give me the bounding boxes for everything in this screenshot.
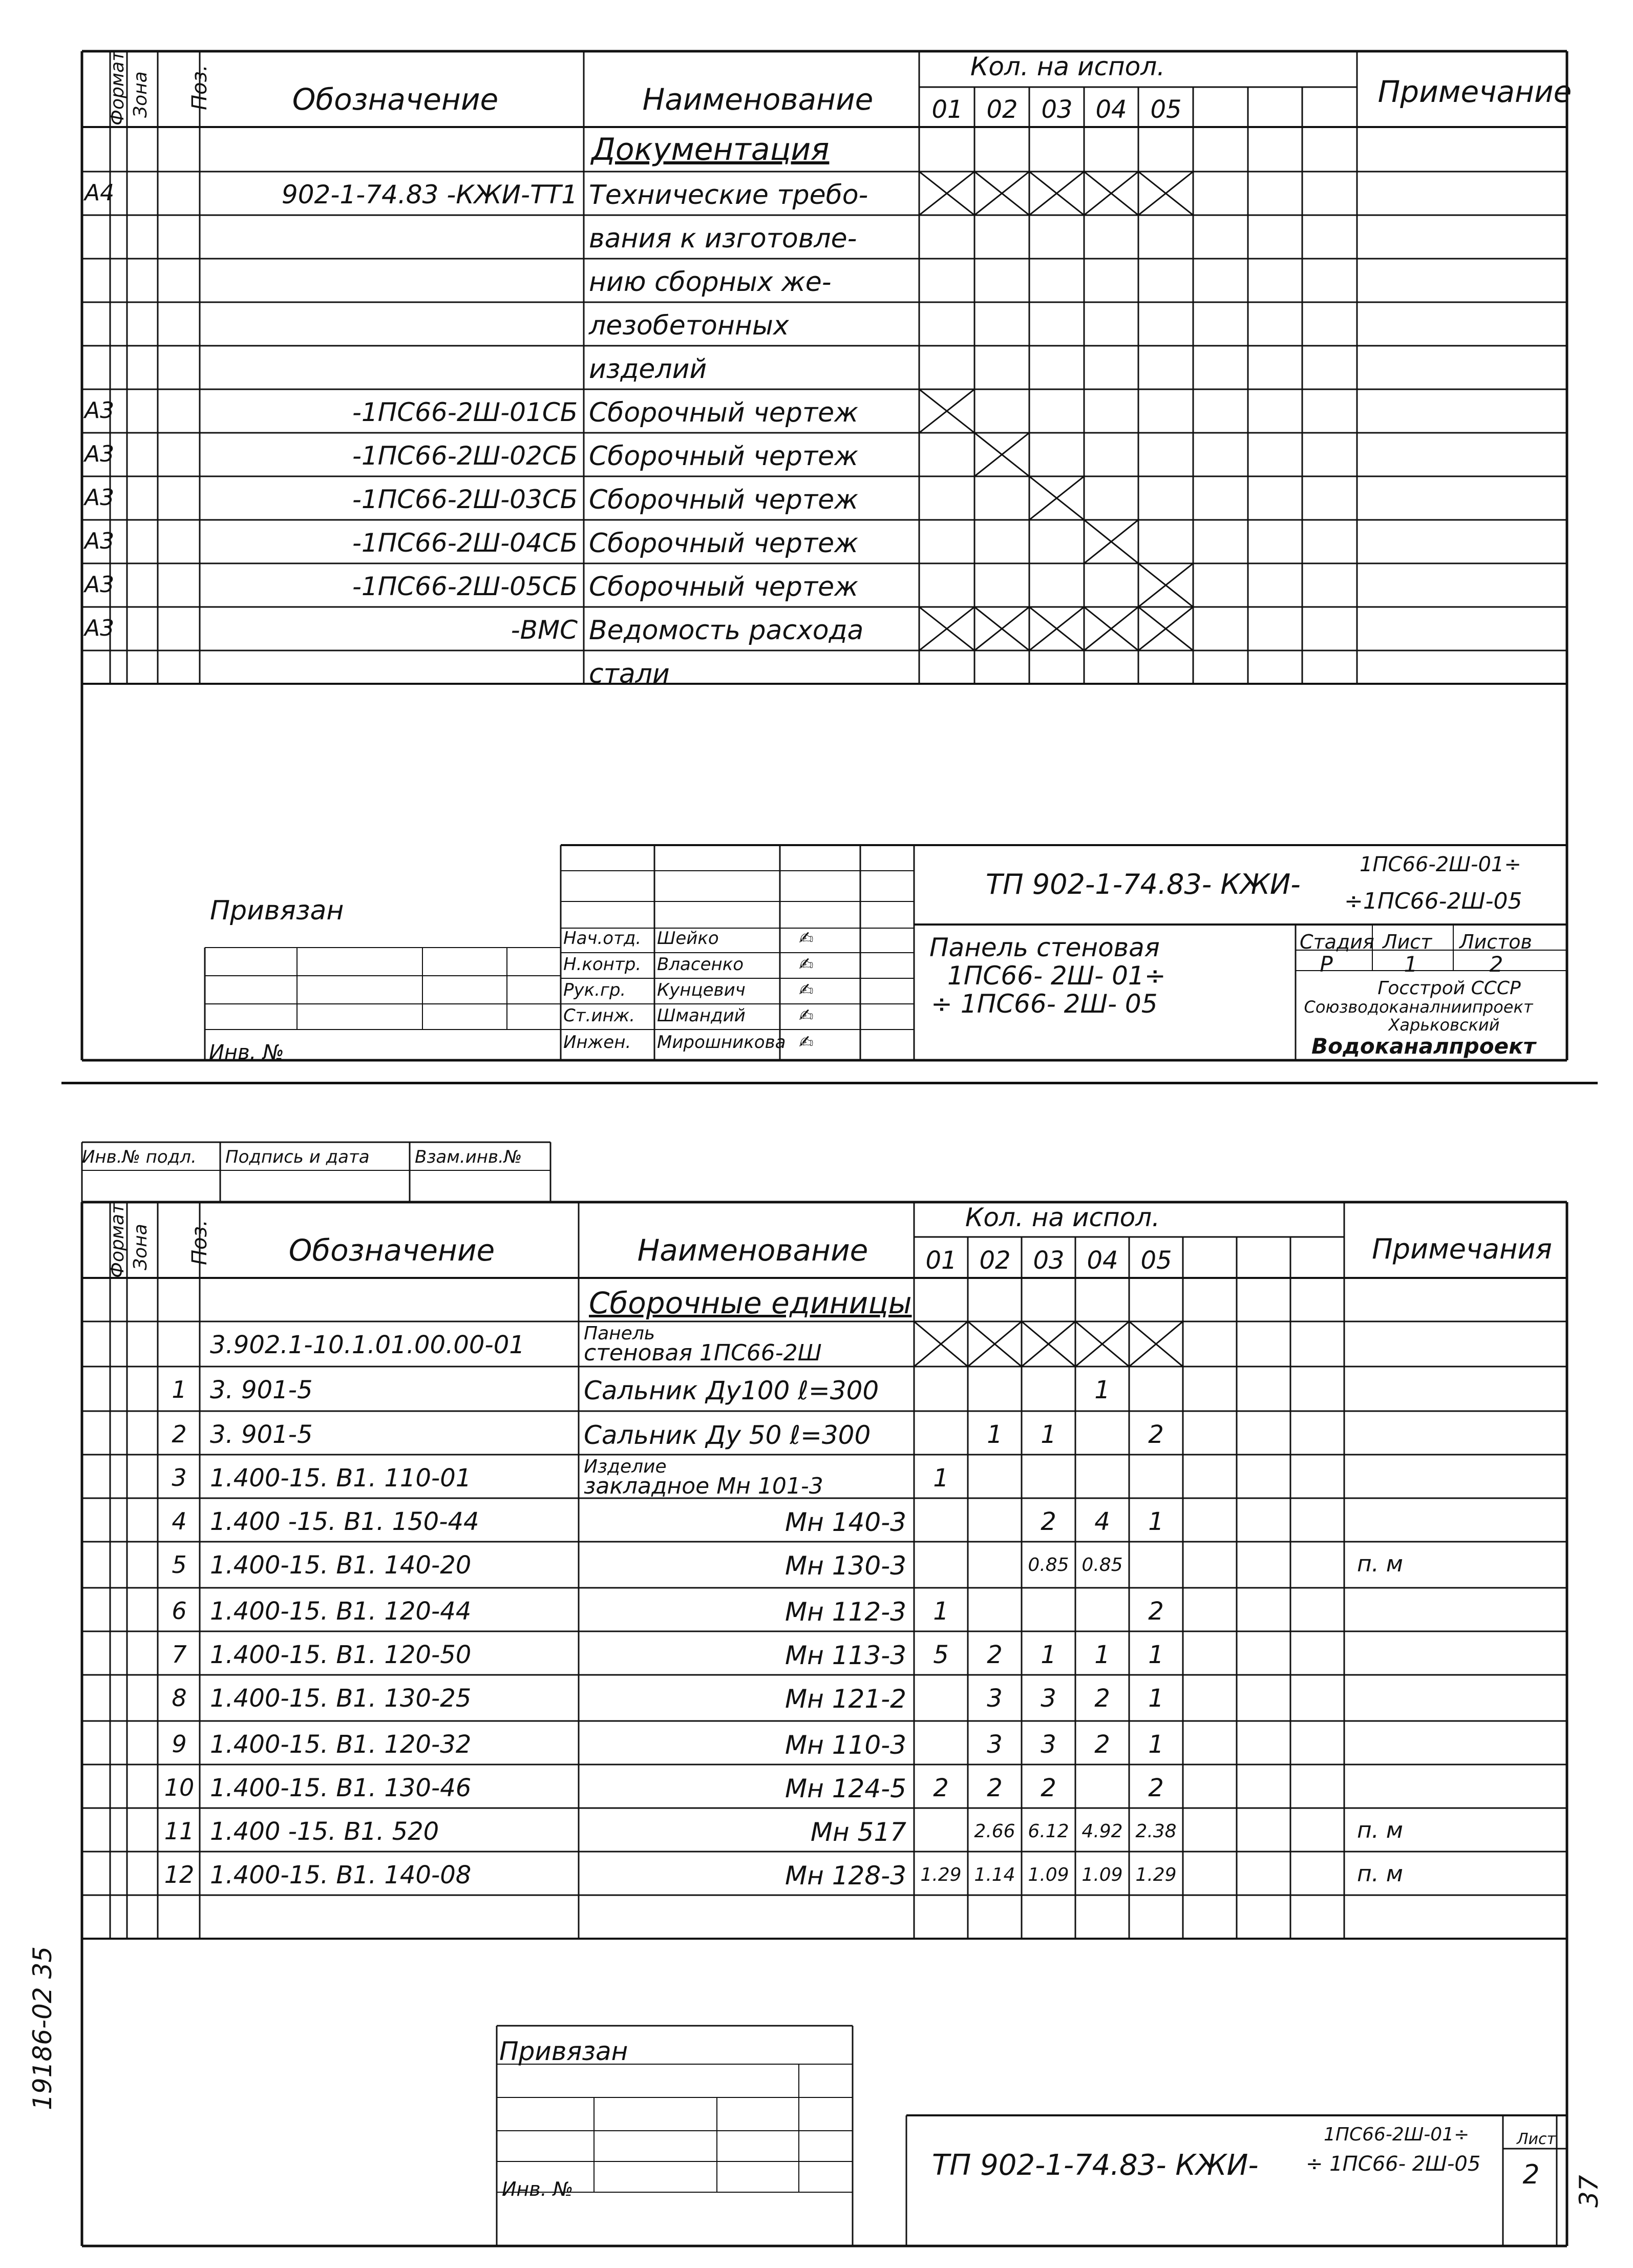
signer-name: Мирошникова (657, 1032, 786, 1053)
row-note: п. м (1357, 1817, 1403, 1843)
qty-cell: 4 (1094, 1507, 1110, 1536)
row-position: 7 (172, 1641, 187, 1668)
qty-cell: 1.29 (920, 1864, 962, 1885)
inv-no-label-2: Инв. № (502, 2178, 574, 2200)
col-pos-header-2: Поз. (188, 1220, 211, 1265)
org-line-3: Харьковский (1388, 1015, 1500, 1035)
qty-cell: 1 (933, 1464, 949, 1493)
qty-col-02: 02 (986, 95, 1018, 124)
row-designation: 1.400-15. В1. 130-46 (210, 1774, 472, 1802)
privyazan-label-2: Привязан (499, 2036, 628, 2066)
qty-group-header-2: Кол. на испол. (965, 1203, 1160, 1232)
row-name: Сборочный чертеж (589, 485, 858, 515)
section-title: Документация (591, 132, 830, 167)
qty-cell: 1.14 (974, 1864, 1015, 1885)
signer-signature: ✍ (799, 928, 814, 949)
qty2-col-01: 01 (925, 1246, 957, 1275)
qty-cell: 3 (1041, 1684, 1056, 1713)
row-name-line-2: закладное Мн 101-3 (584, 1473, 823, 1499)
doc-name-line-1: Панель стеновая (929, 933, 1160, 962)
qty-cell: 1.09 (1028, 1864, 1069, 1885)
qty-cell: 2 (1148, 1420, 1164, 1449)
qty-cell: 1 (1094, 1641, 1110, 1669)
section-title-2: Сборочные единицы (589, 1286, 912, 1320)
qty-col-01: 01 (931, 95, 963, 124)
row-designation: 1.400-15. В1. 120-32 (210, 1730, 472, 1759)
qty-col-03: 03 (1041, 95, 1073, 124)
row-position: 3 (172, 1464, 187, 1492)
qty-cell: 1 (1148, 1641, 1164, 1669)
row-name: Мн 517 (810, 1817, 906, 1847)
row-name: вания к изготовле- (589, 223, 857, 254)
qty-cell: 1.29 (1135, 1864, 1177, 1885)
row-designation: -1ПС66-2Ш-01СБ (352, 397, 578, 427)
row-designation: 1.400 -15. В1. 520 (210, 1817, 439, 1846)
qty-cell: 2.38 (1135, 1821, 1177, 1842)
row-designation: 1.400 -15. В1. 150-44 (210, 1507, 479, 1536)
stamp-inv-podl: Инв.№ подл. (82, 1147, 197, 1167)
doc-name-line-3: ÷ 1ПС66- 2Ш- 05 (931, 989, 1158, 1019)
row-format: А3 (84, 615, 115, 641)
qty2-col-05: 05 (1140, 1246, 1172, 1275)
row-designation: 1.400-15. В1. 130-25 (210, 1684, 472, 1713)
qty-col-04: 04 (1095, 95, 1127, 124)
row-position: 12 (164, 1861, 195, 1888)
row-designation: 3.902.1-10.1.01.00.00-01 (210, 1331, 525, 1359)
doc-code-range-1: 1ПС66-2Ш-01÷ (1360, 853, 1521, 876)
qty-cell: 1 (1148, 1507, 1164, 1536)
row-name: Мн 124-5 (784, 1774, 906, 1803)
qty-cell: 2 (1094, 1730, 1110, 1759)
sheets-value: 2 (1489, 952, 1503, 977)
qty-cell: 2 (1094, 1684, 1110, 1713)
doc-name-line-2: 1ПС66- 2Ш- 01÷ (947, 961, 1166, 991)
row-position: 2 (172, 1420, 187, 1448)
row-name: нию сборных же- (589, 267, 832, 298)
row-name: Сальник Ду100 ℓ=300 (584, 1376, 879, 1405)
signer-name: Кунцевич (657, 980, 746, 1000)
row-name: изделий (589, 354, 707, 385)
row-name: Мн 110-3 (784, 1730, 906, 1760)
qty-cell: 2 (1148, 1597, 1164, 1626)
row-name-line-1: Панель (584, 1323, 655, 1344)
qty-cell: 0.85 (1028, 1555, 1069, 1576)
signer-signature: ✍ (799, 1032, 814, 1053)
qty-cell: 2 (987, 1774, 1003, 1802)
signer-name: Власенко (657, 954, 744, 975)
signer-signature: ✍ (799, 980, 814, 1000)
row-designation: 1.400-15. В1. 120-44 (210, 1597, 472, 1626)
qty-cell: 2 (1041, 1774, 1056, 1802)
row-note: п. м (1357, 1551, 1403, 1577)
doc-code-2-range-1: 1ПС66-2Ш-01÷ (1324, 2124, 1470, 2145)
page-number: 37 (1574, 2175, 1604, 2208)
col-note-header-2: Примечания (1372, 1233, 1552, 1265)
row-format: А3 (84, 572, 115, 598)
sheet-no-2: 2 (1522, 2159, 1540, 2190)
doc-code: ТП 902-1-74.83- КЖИ- (986, 868, 1301, 900)
row-position: 11 (164, 1817, 195, 1845)
row-designation: 3. 901-5 (210, 1376, 313, 1404)
row-designation: -1ПС66-2Ш-05СБ (352, 572, 578, 601)
qty-cell: 2 (1041, 1507, 1056, 1536)
signer-signature: ✍ (799, 954, 814, 975)
privyazan-label: Привязан (210, 895, 344, 926)
doc-code-2-range-2: ÷ 1ПС66- 2Ш-05 (1306, 2152, 1481, 2176)
signer-role: Рук.гр. (563, 980, 626, 1000)
row-name: Сборочный чертеж (589, 441, 858, 472)
row-position: 10 (164, 1774, 195, 1801)
signer-role: Нач.отд. (563, 928, 642, 949)
row-position: 8 (172, 1684, 187, 1712)
row-note: п. м (1357, 1861, 1403, 1887)
signer-role: Н.контр. (563, 954, 642, 975)
qty-cell: 3 (987, 1684, 1003, 1713)
org-line-2: Союзводоканалниипроект (1304, 997, 1533, 1017)
row-name: Мн 140-3 (784, 1507, 906, 1537)
row-name: стали (589, 659, 670, 689)
row-name: Сальник Ду 50 ℓ=300 (584, 1420, 871, 1450)
row-position: 6 (172, 1597, 187, 1625)
qty-cell: 2 (933, 1774, 949, 1802)
row-name: Мн 113-3 (784, 1641, 906, 1670)
qty-cell: 4.92 (1081, 1821, 1123, 1842)
row-name: Технические требо- (589, 180, 868, 211)
row-designation: -1ПС66-2Ш-02СБ (352, 441, 578, 471)
row-format: А3 (84, 528, 115, 554)
col-format-header-2: Формат (107, 1203, 128, 1278)
doc-code-2: ТП 902-1-74.83- КЖИ- (932, 2149, 1259, 2182)
row-position: 9 (172, 1730, 187, 1758)
sheet-value: 1 (1404, 952, 1418, 977)
row-format: А3 (84, 485, 115, 511)
qty-cell: 6.12 (1028, 1821, 1069, 1842)
row-format: А3 (84, 397, 115, 424)
col-designation-header-2: Обозначение (288, 1233, 495, 1268)
row-name: Ведомость расхода (589, 615, 864, 646)
stage-value: Р (1320, 952, 1333, 977)
qty-cell: 2.66 (974, 1821, 1015, 1842)
doc-code-range-2: ÷1ПС66-2Ш-05 (1344, 888, 1522, 914)
qty-cell: 3 (987, 1730, 1003, 1759)
qty-cell: 1 (1148, 1730, 1164, 1759)
row-name: Сборочный чертеж (589, 397, 858, 428)
sheet-label: Лист (1383, 931, 1432, 953)
row-name: Мн 128-3 (784, 1861, 906, 1891)
sheet-label-2: Лист (1517, 2130, 1556, 2148)
row-name: Мн 112-3 (784, 1597, 906, 1627)
row-name-line-1: Изделие (584, 1456, 667, 1477)
row-designation: 1.400-15. В1. 120-50 (210, 1641, 472, 1669)
qty-cell: 3 (1041, 1730, 1056, 1759)
inv-no-label: Инв. № (209, 1041, 284, 1064)
qty-cell: 2 (987, 1641, 1003, 1669)
qty-cell: 1 (1094, 1376, 1110, 1404)
qty-group-header: Кол. на испол. (970, 52, 1165, 81)
sheets-label: Листов (1459, 931, 1532, 953)
col-zone-header: Зона (130, 71, 151, 118)
col-note-header: Примечание (1377, 74, 1572, 109)
qty-cell: 1 (1041, 1641, 1056, 1669)
col-name-header-2: Наименование (637, 1233, 868, 1268)
row-designation: 1.400-15. В1. 140-20 (210, 1551, 472, 1580)
row-format: А3 (84, 441, 115, 467)
row-designation: -ВМС (511, 615, 578, 645)
qty-cell: 2 (1148, 1774, 1164, 1802)
col-designation-header: Обозначение (292, 82, 499, 117)
qty2-col-03: 03 (1033, 1246, 1065, 1275)
row-designation: 3. 901-5 (210, 1420, 313, 1449)
row-designation: -1ПС66-2Ш-04СБ (352, 528, 578, 558)
row-name-line-2: стеновая 1ПС66-2Ш (584, 1340, 822, 1366)
col-name-header: Наименование (642, 82, 874, 117)
qty-cell: 1.09 (1081, 1864, 1123, 1885)
row-position: 5 (172, 1551, 187, 1579)
qty-col-05: 05 (1150, 95, 1182, 124)
row-position: 4 (172, 1507, 187, 1535)
row-designation: 1.400-15. В1. 110-01 (210, 1464, 472, 1493)
side-inventory-number: 19186-02 35 (28, 1946, 57, 2110)
row-name: лезобетонных (589, 310, 789, 341)
row-name: Сборочный чертеж (589, 528, 858, 559)
qty-cell: 1 (1148, 1684, 1164, 1713)
qty-cell: 1 (987, 1420, 1003, 1449)
row-designation: -1ПС66-2Ш-03СБ (352, 485, 578, 514)
row-position: 1 (172, 1376, 187, 1403)
row-designation: 1.400-15. В1. 140-08 (210, 1861, 472, 1889)
col-pos-header: Поз. (188, 65, 211, 110)
qty2-col-04: 04 (1087, 1246, 1118, 1275)
qty-cell: 1 (933, 1597, 949, 1626)
signer-name: Шейко (657, 928, 719, 949)
col-zone-header-2: Зона (130, 1224, 151, 1270)
row-format: А4 (84, 180, 115, 206)
org-line-4: Водоканалпроект (1311, 1034, 1536, 1059)
signer-name: Шмандий (657, 1005, 746, 1026)
qty-cell: 5 (933, 1641, 949, 1669)
row-name: Сборочный чертеж (589, 572, 858, 602)
stamp-sign-date: Подпись и дата (225, 1147, 370, 1167)
row-name: Мн 121-2 (784, 1684, 906, 1714)
qty-cell: 1 (1041, 1420, 1056, 1449)
stage-label: Стадия (1300, 931, 1374, 953)
signer-role: Инжен. (563, 1032, 631, 1053)
signer-signature: ✍ (799, 1005, 814, 1026)
org-line-1: Госстрой СССР (1377, 978, 1521, 999)
row-name: Мн 130-3 (784, 1551, 906, 1581)
signer-role: Ст.инж. (563, 1005, 635, 1026)
qty2-col-02: 02 (979, 1246, 1011, 1275)
col-format-header: Формат (107, 50, 128, 125)
qty-cell: 0.85 (1081, 1555, 1123, 1576)
stamp-vzam: Взам.инв.№ (415, 1147, 522, 1167)
row-designation: 902-1-74.83 -КЖИ-ТТ1 (281, 180, 578, 209)
